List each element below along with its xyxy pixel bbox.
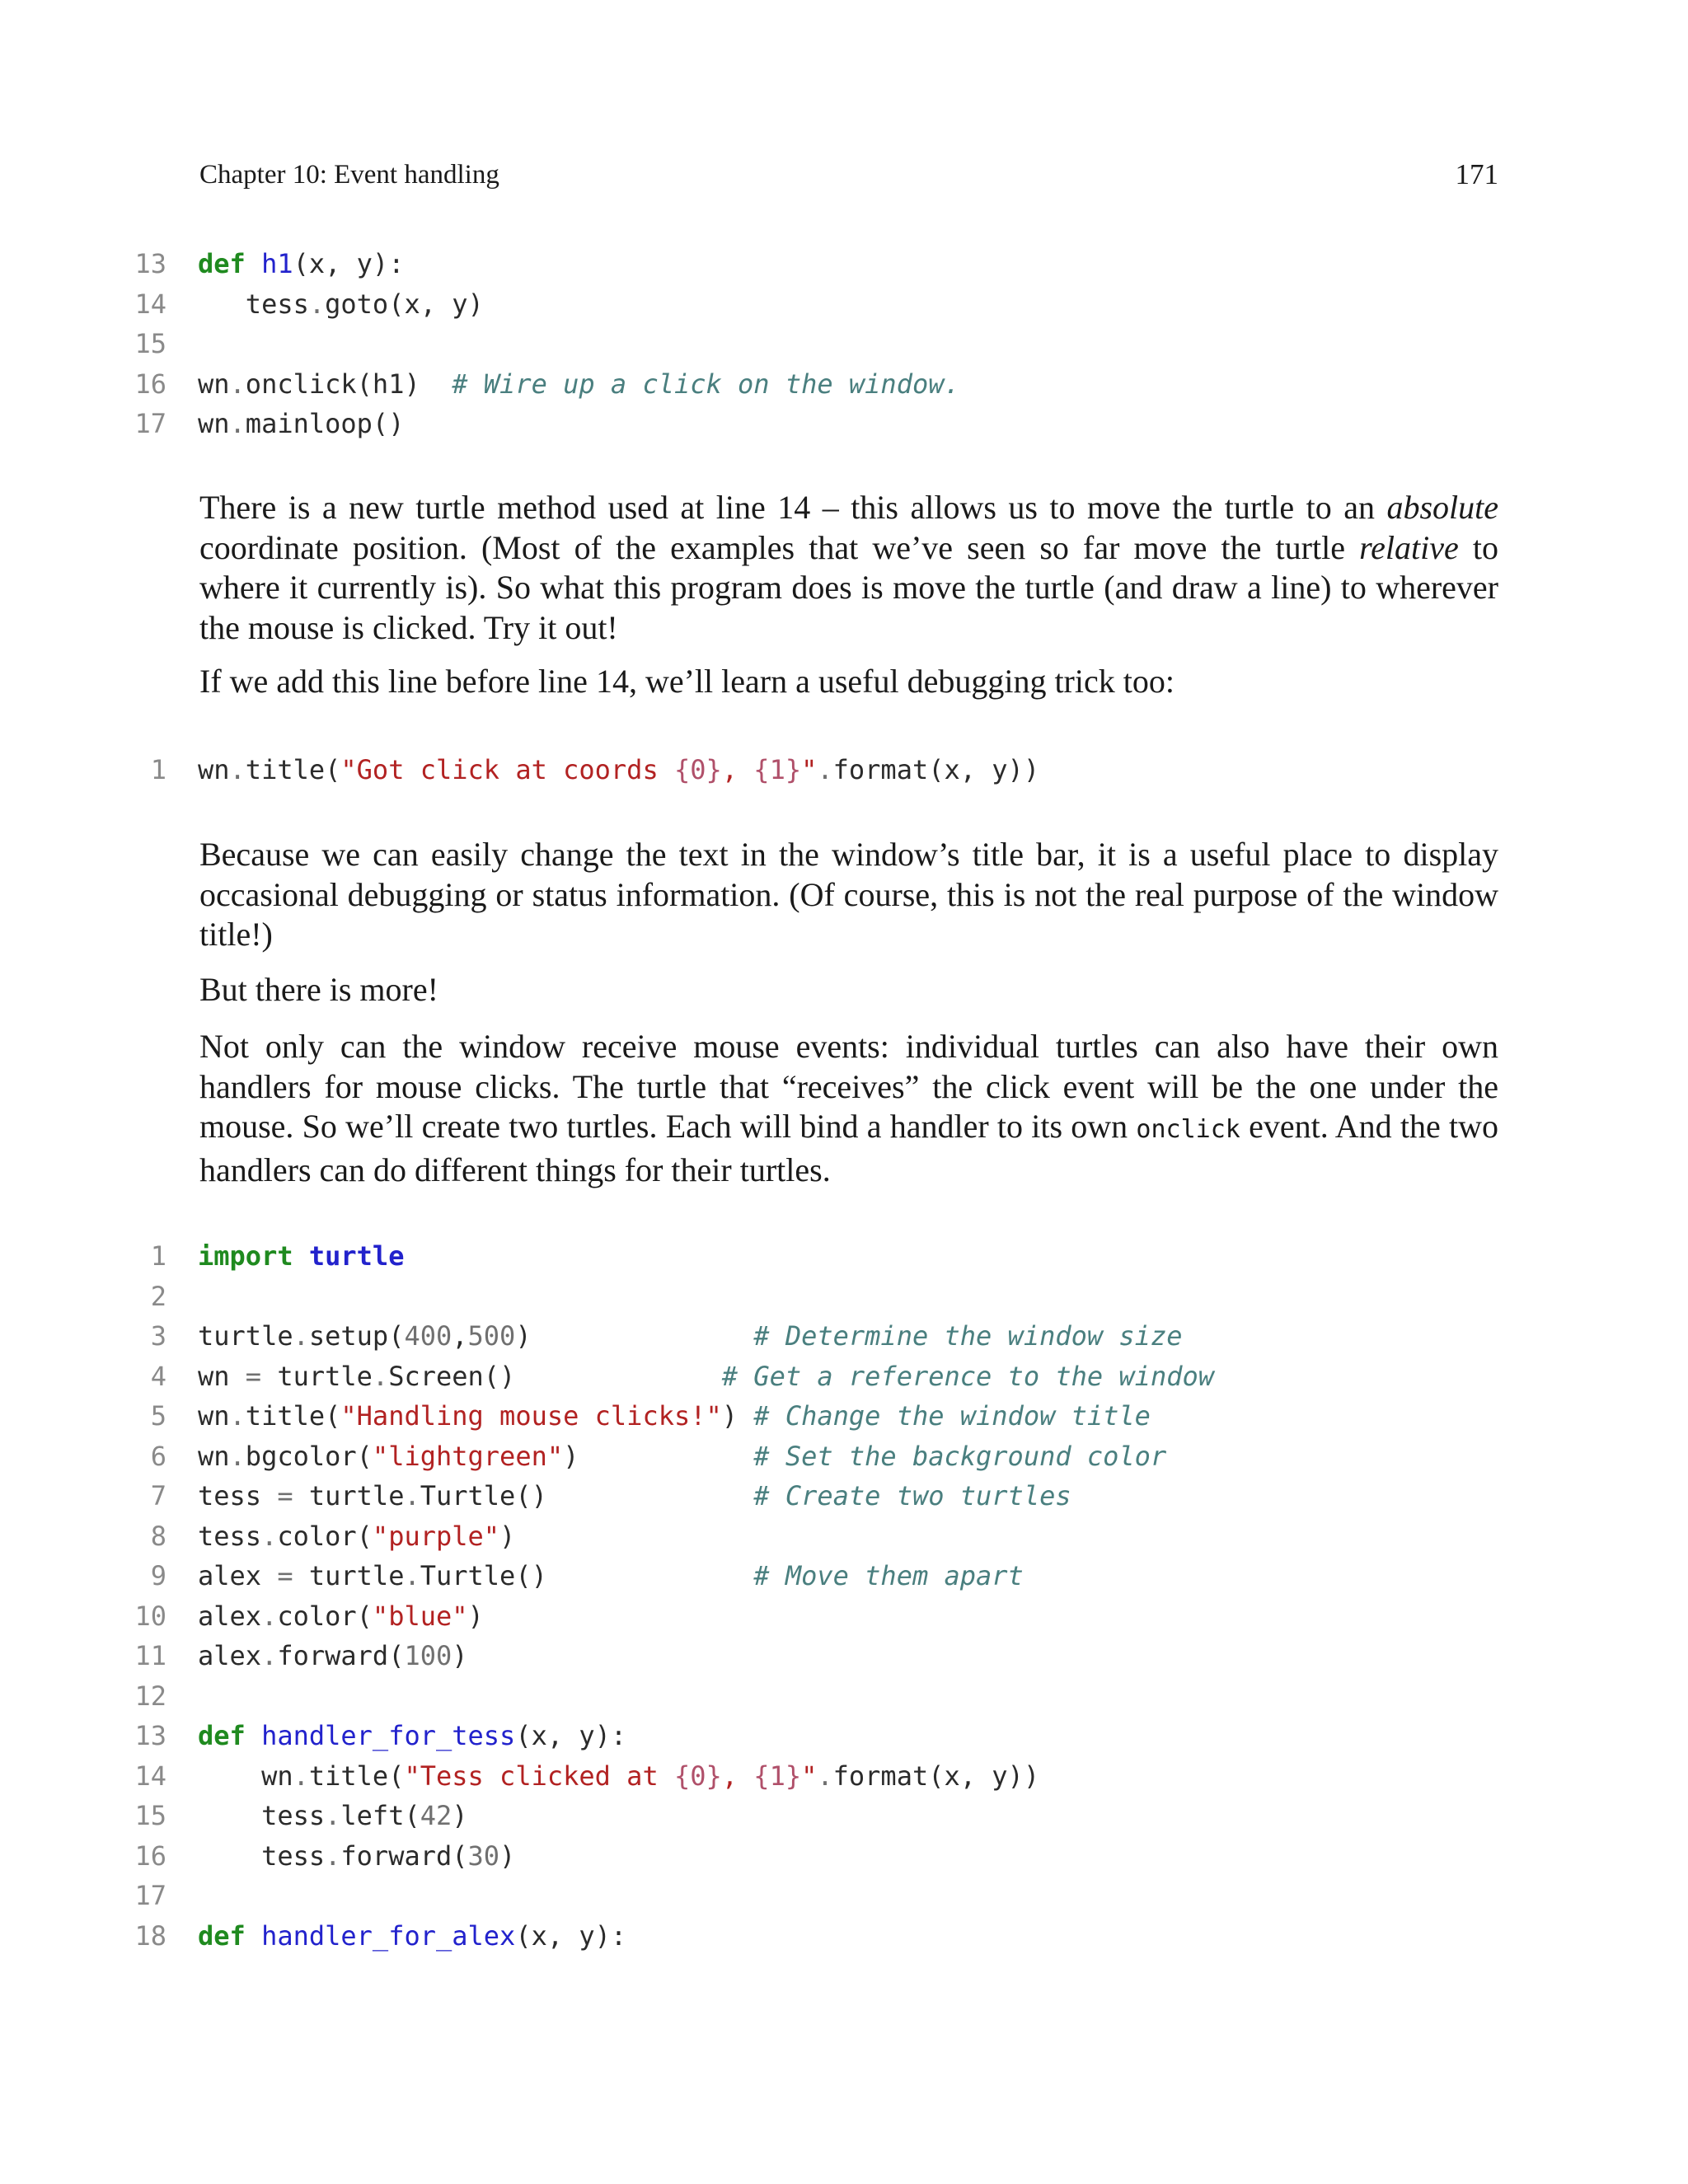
code-token: )	[499, 1520, 516, 1552]
code-line	[0, 324, 1688, 364]
module-name: turtle	[308, 1240, 405, 1272]
code-token: setup(	[308, 1320, 405, 1352]
line-number: 15	[134, 328, 166, 359]
code-text	[198, 1716, 626, 1756]
line-number: 12	[134, 1680, 166, 1712]
operator: .	[372, 1360, 389, 1392]
code-text	[198, 1796, 468, 1836]
code-token: )	[452, 1640, 468, 1671]
code-text	[198, 1436, 1166, 1477]
code-line	[0, 1396, 1688, 1436]
number-literal: 400	[404, 1320, 452, 1352]
code-line	[0, 1836, 1688, 1877]
code-line	[0, 1476, 1688, 1516]
paragraph-title-bar	[199, 835, 1498, 955]
code-line	[0, 1676, 1688, 1717]
keyword: def	[198, 248, 246, 279]
code-text	[198, 1636, 468, 1676]
function-name: handler_for_alex	[261, 1919, 516, 1952]
format-placeholder: {0}	[673, 1760, 722, 1792]
code-token: Turtle()	[420, 1560, 754, 1591]
code-token: wn	[198, 1760, 293, 1792]
line-number: 10	[134, 1600, 166, 1632]
operator: =	[277, 1560, 293, 1591]
keyword: def	[198, 1720, 246, 1751]
string-literal: ,	[721, 1760, 754, 1792]
code-token: )	[499, 1840, 516, 1872]
line-number: 15	[134, 1800, 166, 1831]
inline-code-onclick: onclick	[1136, 1115, 1240, 1144]
operator: .	[817, 754, 833, 785]
paragraph-text: But there is more!	[199, 971, 438, 1008]
code-token: turtle	[261, 1360, 373, 1392]
operator: .	[261, 1520, 278, 1552]
code-token: title(	[245, 1400, 341, 1432]
string-literal: "Got click at coords	[340, 754, 674, 785]
code-token: alex	[198, 1640, 262, 1671]
format-placeholder: {1}	[753, 1760, 802, 1792]
code-comment: # Get a reference to the window	[721, 1360, 1214, 1392]
code-token: tess	[198, 1520, 262, 1552]
page-number: 171	[1455, 158, 1498, 190]
paragraph-text: coordinate position. (Most of the examples that we’ve seen so far move the turtle	[199, 528, 1360, 566]
code-token: wn	[198, 1440, 230, 1472]
code-line	[0, 1916, 1688, 1957]
operator: .	[261, 1600, 278, 1632]
string-literal: ,	[721, 754, 754, 785]
code-text	[198, 404, 404, 444]
code-line	[0, 364, 1688, 405]
code-text	[198, 1357, 1214, 1397]
keyword: def	[198, 1919, 246, 1952]
code-token: mainloop()	[245, 408, 405, 439]
line-number: 8	[150, 1520, 166, 1552]
line-number: 11	[134, 1640, 166, 1671]
code-token: wn	[198, 1400, 230, 1432]
code-token: tess	[198, 288, 309, 320]
code-token: Turtle()	[420, 1480, 754, 1511]
line-number: 5	[150, 1400, 166, 1432]
code-comment: # Determine the window size	[753, 1320, 1183, 1352]
code-text	[198, 1236, 404, 1277]
code-text	[198, 1756, 1039, 1797]
line-number: 17	[134, 408, 166, 439]
operator: .	[325, 1840, 341, 1872]
operator: .	[293, 1760, 309, 1792]
line-number: 14	[134, 1760, 166, 1792]
code-token: (x, y):	[293, 248, 405, 279]
line-number: 14	[134, 288, 166, 320]
emphasis-relative: relative	[1359, 528, 1459, 566]
operator: .	[229, 754, 246, 785]
operator: .	[817, 1760, 833, 1792]
code-token: ,	[452, 1320, 468, 1352]
line-number: 1	[150, 754, 166, 785]
code-line	[0, 244, 1688, 284]
code-comment: # Wire up a click on the window.	[452, 368, 960, 400]
code-token: wn	[198, 368, 230, 400]
code-text	[198, 1556, 1024, 1596]
code-comment: # Set the background color	[753, 1440, 1167, 1472]
operator: .	[229, 368, 246, 400]
operator: .	[229, 1400, 246, 1432]
code-line	[0, 1316, 1688, 1357]
code-text	[198, 1836, 515, 1877]
code-text	[198, 284, 484, 325]
string-literal: "	[801, 754, 818, 785]
code-block-1	[0, 244, 1688, 444]
code-token: forward(	[277, 1640, 405, 1671]
code-line	[0, 1357, 1688, 1397]
code-token: title(	[308, 1760, 405, 1792]
code-comment: # Create two turtles	[753, 1480, 1071, 1511]
line-number: 7	[150, 1480, 166, 1511]
number-literal: 500	[467, 1320, 516, 1352]
function-name: h1	[261, 248, 293, 279]
code-line	[0, 1636, 1688, 1676]
code-token: turtle	[293, 1480, 405, 1511]
code-line	[0, 1596, 1688, 1637]
code-token: )	[467, 1600, 484, 1632]
paragraph-text: Because we can easily change the text in the window’s title bar, it is a useful place to display occasional debugging or status information. (Of course, this is not the real purpose of the window title!)	[199, 836, 1498, 953]
code-token: turtle	[293, 1560, 405, 1591]
code-line	[0, 1277, 1688, 1317]
number-literal: 30	[467, 1840, 500, 1872]
operator: =	[277, 1480, 293, 1511]
emphasis-absolute: absolute	[1386, 489, 1498, 526]
format-placeholder: {0}	[673, 754, 722, 785]
line-number: 9	[150, 1560, 166, 1591]
code-text	[198, 750, 1039, 790]
code-line	[0, 1516, 1688, 1557]
code-comment: # Change the window title	[753, 1400, 1151, 1432]
format-placeholder: {1}	[753, 754, 802, 785]
code-line	[0, 1876, 1688, 1916]
line-number: 16	[134, 368, 166, 400]
code-token: (x, y):	[515, 1919, 627, 1952]
code-token: left(	[340, 1800, 420, 1831]
code-token: goto(x, y)	[325, 288, 484, 320]
code-token: format(x, y))	[832, 754, 1040, 785]
code-token: bgcolor(	[245, 1440, 373, 1472]
code-line	[0, 1756, 1688, 1797]
operator: .	[229, 1440, 246, 1472]
operator: .	[308, 288, 326, 320]
string-literal: "Tess clicked at	[404, 1760, 674, 1792]
paragraph-turtle-handlers	[199, 1027, 1498, 1190]
number-literal: 100	[404, 1640, 452, 1671]
code-token: alex	[198, 1600, 262, 1632]
line-number: 1	[150, 1240, 166, 1272]
code-token: forward(	[340, 1840, 468, 1872]
code-text	[198, 364, 960, 405]
keyword: import	[198, 1240, 293, 1272]
paragraph-text: Not only can the window receive mouse events: individual turtles can also have their own handlers for mouse clicks. The turtle that “receives” the click event will be the one under the mouse. So we’ll create two turtles. Each will bind a handler to its own	[199, 1028, 1498, 1145]
operator: .	[404, 1560, 420, 1591]
line-number: 3	[150, 1320, 166, 1352]
code-text	[198, 1516, 515, 1557]
code-block-3	[0, 1236, 1688, 1956]
line-number: 17	[134, 1880, 166, 1911]
paragraph-there-is-more	[199, 970, 1498, 1010]
line-number: 13	[134, 248, 166, 279]
code-text	[198, 244, 404, 284]
number-literal: 42	[420, 1800, 452, 1831]
code-line	[0, 1796, 1688, 1836]
code-token: )	[563, 1440, 754, 1472]
code-block-2	[0, 750, 1688, 790]
paragraph-debugging-trick	[199, 662, 1498, 702]
code-token: wn	[198, 1360, 246, 1392]
code-token: wn	[198, 754, 230, 785]
code-text	[198, 1396, 1151, 1436]
code-text	[198, 1316, 1182, 1357]
operator: .	[229, 408, 246, 439]
code-token	[246, 248, 261, 279]
code-text	[198, 1596, 484, 1637]
code-token: title(	[245, 754, 341, 785]
paragraph-text: event. And the two handlers can do different things for their turtles.	[199, 1108, 1498, 1188]
chapter-title: Chapter 10: Event handling	[199, 160, 499, 190]
line-number: 4	[150, 1360, 166, 1392]
function-name: handler_for_tess	[261, 1720, 516, 1751]
code-text	[198, 1476, 1071, 1516]
code-line	[0, 404, 1688, 444]
paragraph-text: If we add this line before line 14, we’ll learn a useful debugging trick too:	[199, 663, 1175, 700]
code-token: onclick(h1)	[245, 368, 452, 400]
paragraph-text: to where it currently is). So what this program does is move the turtle (and draw a line) to wherever the mouse is clicked. Try it out!	[199, 528, 1498, 646]
code-token: )	[721, 1400, 754, 1432]
line-number: 16	[134, 1840, 166, 1872]
operator: .	[325, 1800, 341, 1831]
operator: .	[261, 1640, 278, 1671]
line-number: 6	[150, 1440, 166, 1472]
string-literal: "lightgreen"	[372, 1440, 564, 1472]
code-token: )	[515, 1320, 754, 1352]
code-token: )	[452, 1800, 468, 1831]
code-token: turtle	[198, 1320, 293, 1352]
code-token: alex	[198, 1560, 278, 1591]
operator: .	[404, 1480, 420, 1511]
code-token: format(x, y))	[832, 1760, 1040, 1792]
code-token	[246, 1920, 261, 1952]
code-token: color(	[277, 1520, 373, 1552]
string-literal: "	[801, 1760, 818, 1792]
string-literal: "blue"	[372, 1600, 468, 1632]
line-number: 13	[134, 1720, 166, 1751]
line-number: 18	[134, 1919, 166, 1952]
code-token: tess	[198, 1800, 326, 1831]
code-line	[0, 284, 1688, 325]
code-token: tess	[198, 1840, 326, 1872]
line-number: 2	[150, 1280, 166, 1312]
paragraph-absolute-coordinates	[199, 488, 1498, 648]
string-literal: "Handling mouse clicks!"	[340, 1400, 722, 1432]
operator: =	[245, 1360, 262, 1392]
code-token: wn	[198, 408, 230, 439]
code-line	[0, 1716, 1688, 1756]
code-line	[0, 1236, 1688, 1277]
operator: .	[293, 1320, 309, 1352]
code-text	[198, 1916, 626, 1957]
code-comment: # Move them apart	[753, 1560, 1024, 1591]
code-token: (x, y):	[515, 1720, 627, 1751]
code-line	[0, 750, 1688, 790]
code-token: color(	[277, 1600, 373, 1632]
code-token: tess	[198, 1480, 278, 1511]
string-literal: "purple"	[372, 1520, 500, 1552]
code-line	[0, 1556, 1688, 1596]
code-line	[0, 1436, 1688, 1477]
code-token: Screen()	[388, 1360, 722, 1392]
running-header	[199, 155, 1498, 194]
code-token	[246, 1720, 261, 1751]
paragraph-text: There is a new turtle method used at line 14 – this allows us to move the turtle to an	[199, 489, 1387, 526]
code-token	[293, 1240, 309, 1272]
